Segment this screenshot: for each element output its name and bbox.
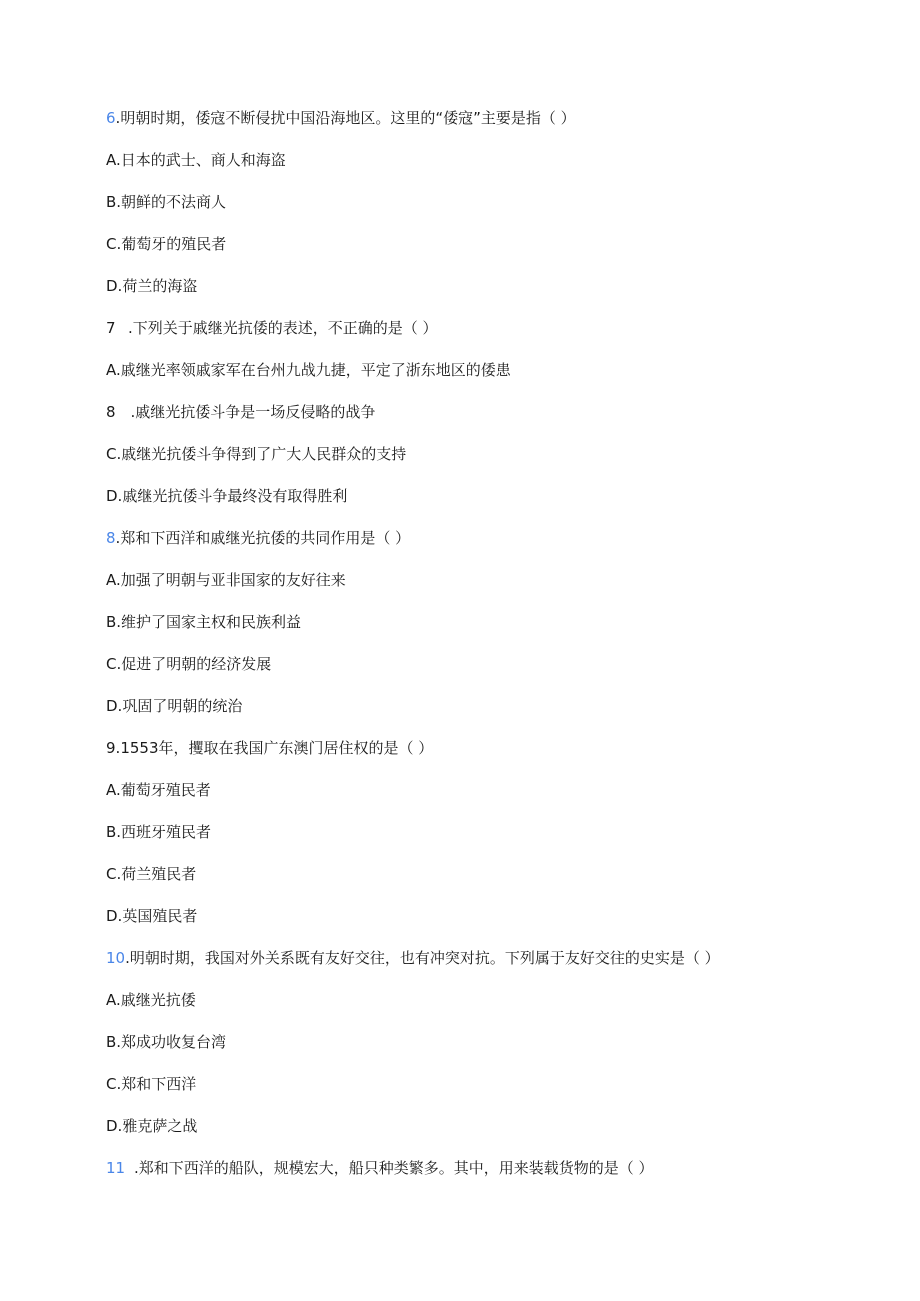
- question-7-number: 7: [106, 319, 116, 337]
- question-9-text: .1553年，攫取在我国广东澳门居住权的是（ ）: [115, 739, 434, 757]
- question-10-option-d: D.雅克萨之战: [106, 1117, 198, 1135]
- question-6-number: 6: [106, 109, 116, 127]
- question-11-number: 11: [106, 1159, 126, 1177]
- question-7-text: .下列关于戚继光抗倭的表述，不正确的是（ ）: [128, 319, 438, 337]
- question-11-stem: [106, 1156, 886, 1198]
- question-8-option-b: B.维护了国家主权和民族利益: [106, 613, 302, 631]
- question-10-number: 10: [106, 949, 126, 967]
- question-7-stem: [106, 316, 886, 358]
- question-8-stem: [106, 526, 886, 568]
- question-11-text: .郑和下西洋的船队，规模宏大，船只种类繁多。其中，用来装载货物的是（ ）: [134, 1159, 654, 1177]
- question-8-option-a: A.加强了明朝与亚非国家的友好往来: [106, 571, 346, 589]
- question-8-text: .郑和下西洋和戚继光抗倭的共同作用是（ ）: [115, 529, 411, 547]
- question-6-option-b: B.朝鲜的不法商人: [106, 193, 227, 211]
- question-9-stem: [106, 736, 886, 778]
- question-10-stem: [106, 946, 886, 988]
- question-9-option-b: B.西班牙殖民者: [106, 823, 212, 841]
- question-10-option-a: A.戚继光抗倭: [106, 991, 196, 1009]
- question-10-text: .明朝时期，我国对外关系既有友好交往，也有冲突对抗。下列属于友好交往的史实是（ ）: [125, 949, 720, 967]
- question-6-stem: [106, 106, 886, 148]
- question-9-option-c: C.荷兰殖民者: [106, 865, 197, 883]
- question-9-option-d: D.英国殖民者: [106, 907, 198, 925]
- exam-page: [106, 106, 886, 1198]
- question-9-option-a: A.葡萄牙殖民者: [106, 781, 211, 799]
- question-10-option-b: B.郑成功收复台湾: [106, 1033, 227, 1051]
- question-10-option-c: C.郑和下西洋: [106, 1075, 197, 1093]
- question-7-option-a: A.戚继光率领戚家军在台州九战九捷，平定了浙东地区的倭患: [106, 361, 511, 379]
- question-6-option-d: D.荷兰的海盗: [106, 277, 198, 295]
- question-6-option-a: A.日本的武士、商人和海盗: [106, 151, 286, 169]
- question-8-number: 8: [106, 529, 116, 547]
- question-7-option-c: C.戚继光抗倭斗争得到了广大人民群众的支持: [106, 445, 407, 463]
- question-6-text: .明朝时期，倭寇不断侵扰中国沿海地区。这里的“倭寇”主要是指（ ）: [115, 109, 576, 127]
- question-9-number: 9: [106, 739, 116, 757]
- question-8-option-d: D.巩固了明朝的统治: [106, 697, 243, 715]
- question-7-option-b: 8 .戚继光抗倭斗争是一场反侵略的战争: [106, 403, 376, 421]
- question-6-option-c: C.葡萄牙的殖民者: [106, 235, 227, 253]
- question-8-option-c: C.促进了明朝的经济发展: [106, 655, 272, 673]
- question-7-option-d: D.戚继光抗倭斗争最终没有取得胜利: [106, 487, 348, 505]
